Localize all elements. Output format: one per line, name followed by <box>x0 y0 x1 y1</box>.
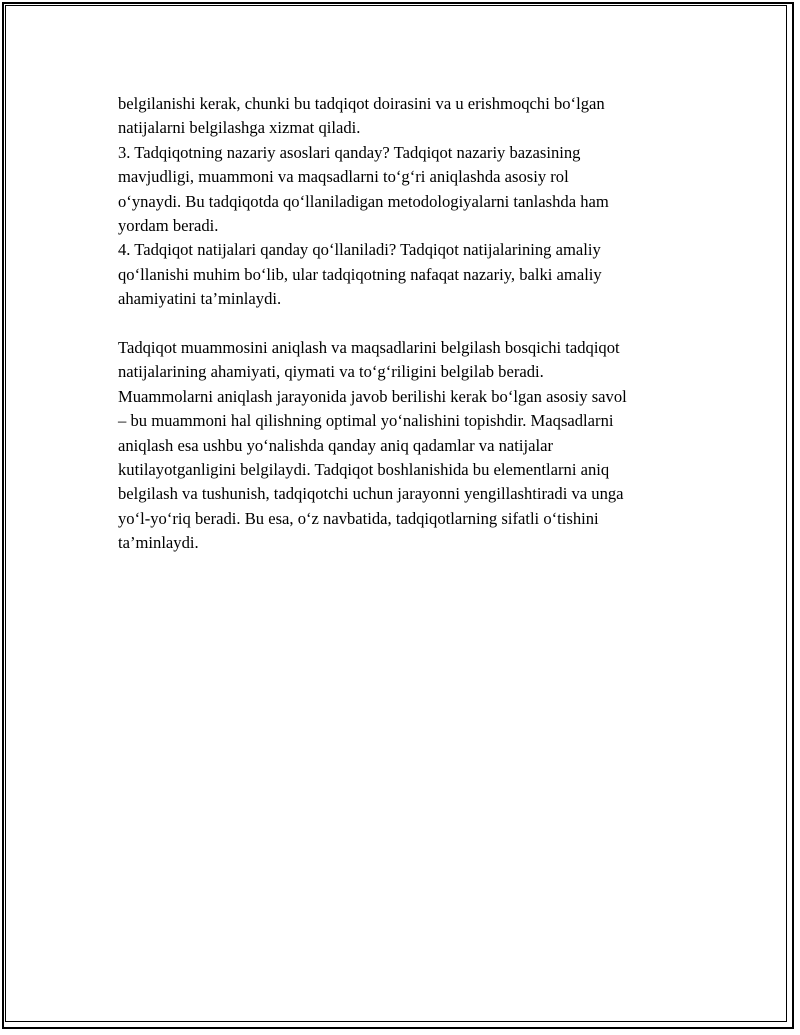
text-line: kutilayotganligini belgilaydi. Tadqiqot boshlanishida bu elementlarni aniq <box>118 460 610 480</box>
text-line: belgilanishi kerak, chunki bu tadqiqot doirasini va u erishmoqchi bo‘lgan <box>118 94 605 113</box>
paragraph-list-continuation <box>118 92 688 312</box>
document-body <box>118 92 688 556</box>
text-line: o‘ynaydi. Bu tadqiqotda qo‘llaniladigan metodologiyalarni tanlashda ham <box>118 191 609 211</box>
text-line: aniqlash esa ushbu yo‘nalishda qanday aniq qadamlar va natijalar <box>118 435 553 455</box>
text-line: – bu muammoni hal qilishning optimal yo‘nalishini topishdir. Maqsadlarni <box>118 411 614 431</box>
text-line: mavjudligi, muammoni va maqsadlarni to‘g‘ri aniqlashda asosiy rol <box>118 167 569 187</box>
text-line: yordam beradi. <box>118 216 219 236</box>
text-line: belgilash va tushunish, tadqiqotchi uchun jarayonni yengillashtiradi va unga <box>118 484 624 504</box>
text-line: Muammolarni aniqlash jarayonida javob berilishi kerak bo‘lgan asosiy savol <box>118 386 627 406</box>
text-line: natijalarni belgilashga xizmat qiladi. <box>118 118 361 138</box>
text-line: ta’minlaydi. <box>118 533 199 553</box>
list-item-3: 3. Tadqiqotning nazariy asoslari qanday? Tadqiqot nazariy bazasining <box>118 142 581 162</box>
list-item-4: 4. Tadqiqot natijalari qanday qo‘llaniladi? Tadqiqot natijalarining amaliy <box>118 240 601 260</box>
text-line: qo‘llanishi muhim bo‘lib, ular tadqiqotning nafaqat nazariy, balki amaliy <box>118 264 602 284</box>
paragraph-summary <box>118 336 688 556</box>
paragraph-gap <box>118 312 688 336</box>
text-line: yo‘l-yo‘riq beradi. Bu esa, o‘z navbatida, tadqiqotlarning sifatli o‘tishini <box>118 508 599 528</box>
text-line: ahamiyatini ta’minlaydi. <box>118 289 282 309</box>
text-line: Tadqiqot muammosini aniqlash va maqsadlarini belgilash bosqichi tadqiqot <box>118 338 620 358</box>
text-line: natijalarining ahamiyati, qiymati va to‘g‘riligini belgilab beradi. <box>118 362 544 382</box>
